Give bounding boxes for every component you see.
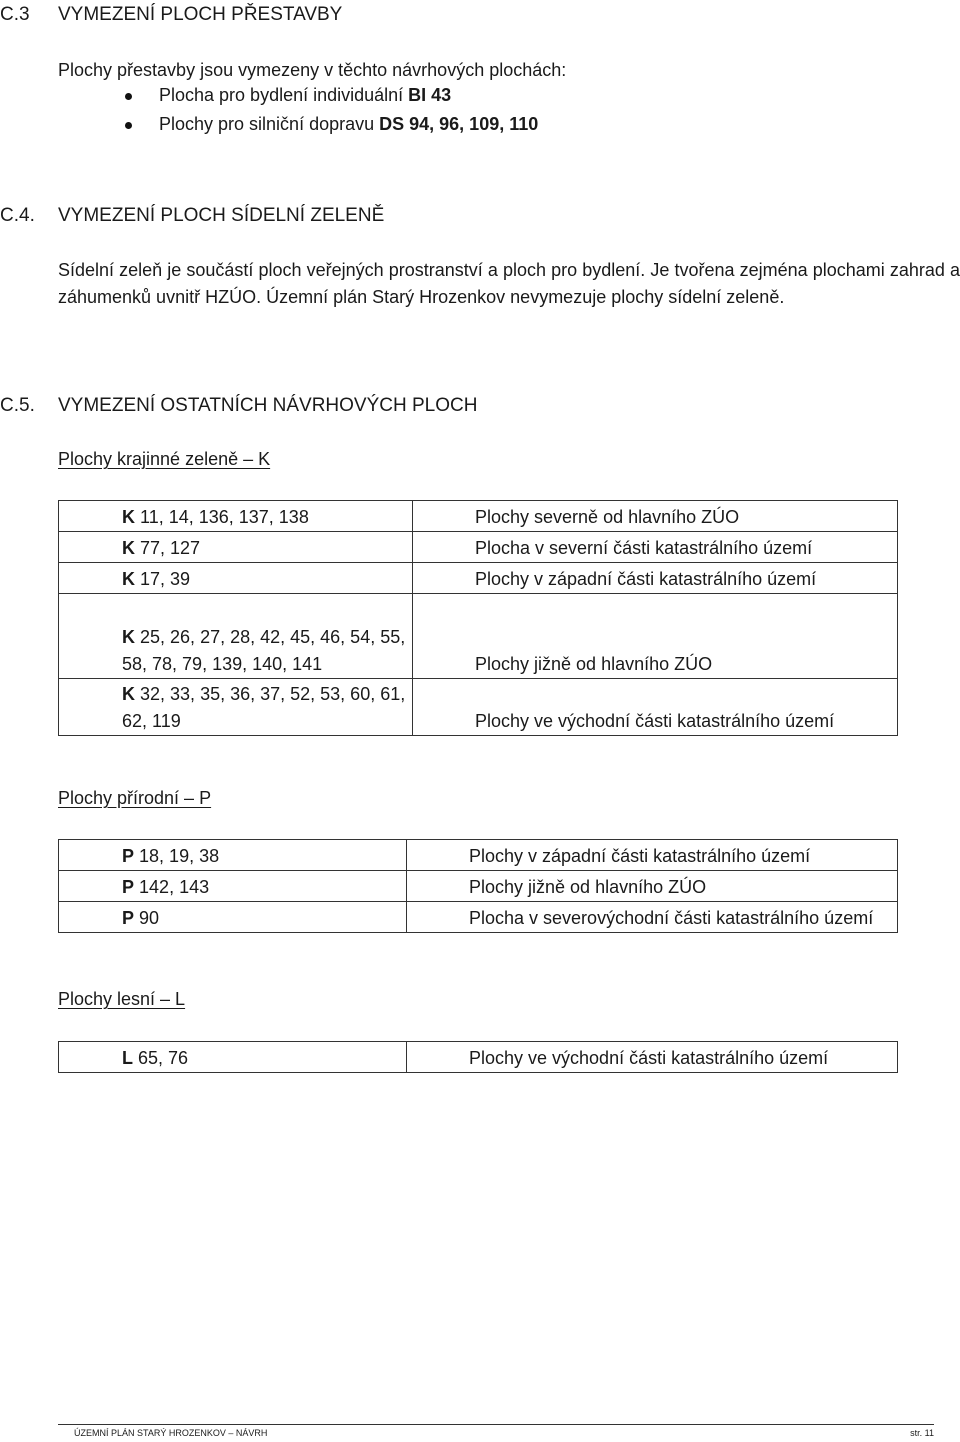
code-values: 18, 19, 38 [139, 846, 220, 866]
footer-page-number: str. 11 [910, 1428, 934, 1438]
code-values: 11, 14, 136, 137, 138 [140, 507, 309, 527]
description-cell: Plochy jižně od hlavního ZÚO [407, 871, 898, 902]
code-values: 90 [139, 908, 160, 928]
description-cell: Plochy ve východní části katastrálního území [413, 679, 898, 736]
table-row [59, 679, 898, 736]
code-prefix: K [122, 684, 135, 704]
section-number-c4: C.4. [0, 205, 35, 226]
codes-cell [59, 902, 407, 933]
table-row [59, 532, 898, 563]
table-row [59, 902, 898, 933]
codes-cell [59, 1042, 407, 1073]
table-row [59, 840, 898, 871]
description-cell: Plochy ve východní části katastrálního území [407, 1042, 898, 1073]
section-number-c5: C.5. [0, 395, 35, 416]
bullet-icon [125, 122, 132, 129]
description-cell: Plochy v západní části katastrálního území [413, 563, 898, 594]
table-row [59, 871, 898, 902]
codes-cell [59, 679, 413, 736]
description-cell: Plocha v severovýchodní části katastrálního území [407, 902, 898, 933]
description-cell: Plochy severně od hlavního ZÚO [413, 501, 898, 532]
table-row [59, 501, 898, 532]
table-row [59, 1042, 898, 1073]
bullet-bold: DS 94, 96, 109, 110 [379, 114, 539, 134]
codes-cell [59, 563, 413, 594]
table-krajinne [58, 500, 898, 736]
codes-cell [59, 501, 413, 532]
code-prefix: K [122, 627, 135, 647]
c4-paragraph: Sídelní zeleň je součástí ploch veřejných prostranství a ploch pro bydlení. Je tvořena zejména plochami zahrad a záhumenků uvnitř HZÚO. Územní plán Starý Hrozenkov nevymezuje plochy sídelní zeleně. [58, 260, 960, 307]
description-cell: Plocha v severní části katastrálního území [413, 532, 898, 563]
code-values: 32, 33, 35, 36, 37, 52, 53, 60, 61, 62, 119 [122, 684, 406, 731]
code-values: 25, 26, 27, 28, 42, 45, 46, 54, 55, 58, 78, 79, 139, 140, 141 [122, 627, 406, 674]
code-prefix: P [122, 846, 135, 866]
code-values: 142, 143 [139, 877, 210, 897]
bullet-text: Plocha pro bydlení individuální [159, 85, 409, 105]
code-prefix: L [122, 1048, 133, 1068]
codes-cell [59, 840, 407, 871]
code-prefix: P [122, 908, 135, 928]
table-row [59, 563, 898, 594]
footer-divider [58, 1424, 934, 1425]
bullet-item-1 [159, 82, 451, 109]
codes-cell [59, 532, 413, 563]
table-row [59, 594, 898, 679]
codes-cell [59, 594, 413, 679]
section-title-c5: VYMEZENÍ OSTATNÍCH NÁVRHOVÝCH PLOCH [58, 395, 478, 416]
section-number-c3: C.3 [0, 4, 30, 25]
bullet-bold: BI 43 [408, 85, 452, 105]
description-cell: Plochy jižně od hlavního ZÚO [413, 594, 898, 679]
codes-cell [59, 871, 407, 902]
code-values: 65, 76 [138, 1048, 189, 1068]
section-title-c3: VYMEZENÍ PLOCH PŘESTAVBY [58, 4, 343, 25]
code-prefix: K [122, 538, 135, 558]
code-prefix: K [122, 507, 135, 527]
table-heading-krajinne: Plochy krajinné zeleně – K [58, 449, 271, 469]
table-lesni [58, 1041, 898, 1073]
footer-document-title: ÚZEMNÍ PLÁN STARÝ HROZENKOV – NÁVRH [74, 1428, 268, 1438]
table-heading-lesni: Plochy lesní – L [58, 989, 186, 1009]
code-prefix: P [122, 877, 135, 897]
section-title-c4: VYMEZENÍ PLOCH SÍDELNÍ ZELENĚ [58, 205, 385, 226]
description-cell: Plochy v západní části katastrálního území [407, 840, 898, 871]
bullet-item-2 [159, 111, 538, 138]
bullet-icon [125, 93, 132, 100]
code-prefix: K [122, 569, 135, 589]
code-values: 17, 39 [140, 569, 191, 589]
bullet-text: Plochy pro silniční dopravu [159, 114, 380, 134]
table-heading-prirodni: Plochy přírodní – P [58, 788, 212, 808]
table-prirodni [58, 839, 898, 933]
code-values: 77, 127 [140, 538, 201, 558]
c3-intro: Plochy přestavby jsou vymezeny v těchto návrhových plochách: [58, 60, 567, 80]
